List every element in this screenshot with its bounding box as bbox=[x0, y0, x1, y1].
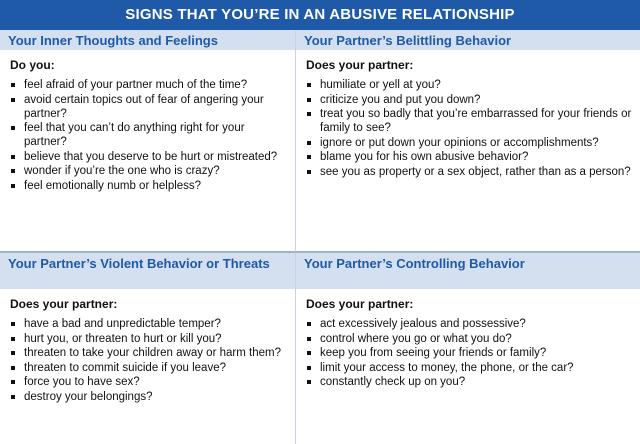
list-item: treat you so badly that you’re embarrassed for your friends or family to see? bbox=[306, 107, 632, 135]
panel-inner-thoughts bbox=[0, 30, 296, 253]
list-item: keep you from seeing your friends or family? bbox=[306, 346, 632, 360]
list-item: wonder if you’re the one who is crazy? bbox=[10, 164, 287, 178]
list-item: feel that you can’t do anything right for your partner? bbox=[10, 121, 287, 149]
list-item: destroy your belongings? bbox=[10, 390, 287, 404]
list-item: hurt you, or threaten to hurt or kill you? bbox=[10, 332, 287, 346]
bullet-list bbox=[296, 78, 640, 179]
panel-heading: Your Partner’s Belittling Behavior bbox=[296, 30, 640, 50]
list-item: ignore or put down your opinions or accomplishments? bbox=[306, 136, 632, 150]
list-item: feel afraid of your partner much of the time? bbox=[10, 78, 287, 92]
list-item: criticize you and put you down? bbox=[306, 93, 632, 107]
list-item: act excessively jealous and possessive? bbox=[306, 317, 632, 331]
bullet-list bbox=[0, 317, 295, 404]
list-item: constantly check up on you? bbox=[306, 375, 632, 389]
bullet-list bbox=[296, 317, 640, 389]
list-item: see you as property or a sex object, rather than as a person? bbox=[306, 165, 632, 179]
bullet-list bbox=[0, 78, 295, 193]
list-item: avoid certain topics out of fear of angering your partner? bbox=[10, 93, 287, 121]
panel-controlling-behavior bbox=[296, 253, 640, 444]
list-item: force you to have sex? bbox=[10, 375, 287, 389]
list-item: have a bad and unpredictable temper? bbox=[10, 317, 287, 331]
list-item: threaten to take your children away or harm them? bbox=[10, 346, 287, 360]
panel-lead: Do you: bbox=[10, 58, 55, 72]
panel-grid bbox=[0, 30, 640, 444]
panel-violent-behavior bbox=[0, 253, 296, 444]
list-item: humiliate or yell at you? bbox=[306, 78, 632, 92]
list-item: blame you for his own abusive behavior? bbox=[306, 150, 632, 164]
panel-heading: Your Partner’s Controlling Behavior bbox=[296, 253, 640, 289]
panel-lead: Does your partner: bbox=[306, 297, 414, 311]
panel-lead: Does your partner: bbox=[10, 297, 118, 311]
panel-heading: Your Inner Thoughts and Feelings bbox=[0, 30, 295, 50]
list-item: feel emotionally numb or helpless? bbox=[10, 179, 287, 193]
list-item: threaten to commit suicide if you leave? bbox=[10, 361, 287, 375]
panel-lead: Does your partner: bbox=[306, 58, 414, 72]
page-title: SIGNS THAT YOU’RE IN AN ABUSIVE RELATIONSHIP bbox=[0, 0, 640, 30]
list-item: believe that you deserve to be hurt or mistreated? bbox=[10, 150, 287, 164]
panel-belittling-behavior bbox=[296, 30, 640, 253]
panel-heading: Your Partner’s Violent Behavior or Threats bbox=[0, 253, 295, 289]
list-item: limit your access to money, the phone, or the car? bbox=[306, 361, 632, 375]
list-item: control where you go or what you do? bbox=[306, 332, 632, 346]
